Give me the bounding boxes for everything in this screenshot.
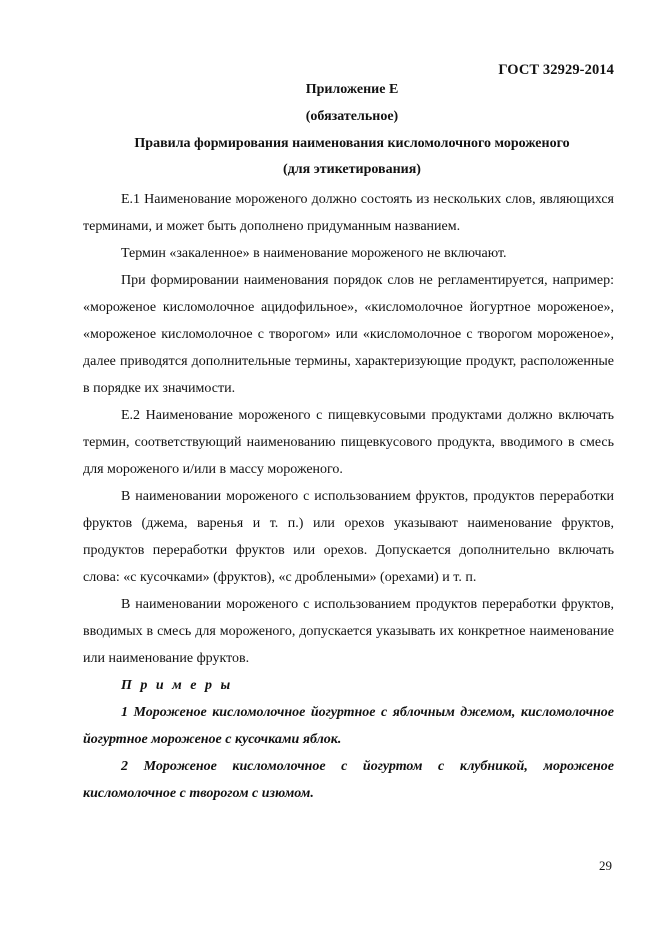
document-body [83, 186, 614, 807]
paragraph-term-note: Термин «закаленное» в наименование мороженого не включают. [121, 246, 507, 261]
example-item-2: 2 Мороженое кисломолочное с йогуртом с клубникой, мороженое кисломолочное с творогом с изюмом. [83, 759, 614, 801]
annex-heading: Приложение Е [305, 82, 399, 97]
annex-status: (обязательное) [305, 109, 399, 124]
paragraph-e1: Е.1 Наименование мороженого должно состоять из нескольких слов, являющихся терминами, и может быть дополнено придуманным названием. [83, 192, 614, 234]
annex-title: Правила формирования наименования кисломолочного мороженого [134, 136, 570, 151]
page-number: 29 [599, 858, 612, 873]
paragraph-word-order: При формировании наименования порядок слов не регламентируется, например: «мороженое кисломолочное ацидофильное», «кисломолочное йогуртное мороженое», «мороженое кисломолочное с творогом» или «кисломолочное с творогом мороженое», далее приводятся дополнительные термины, характеризующие продукт, расположенные в порядке их значимости. [83, 273, 614, 396]
paragraph-fruits: В наименовании мороженого с использованием фруктов, продуктов переработки фруктов (джема, варенья и т. п.) или орехов указывают наименование фруктов, продуктов переработки фруктов или орехов. Допускается дополнительно включать слова: «с кусочками» (фруктов), «с дроблеными» (орехами) и т. п. [83, 489, 614, 585]
examples-title: П р и м е р ы [121, 678, 233, 693]
paragraph-fruit-products: В наименовании мороженого с использованием продуктов переработки фруктов, вводимых в смесь для мороженого, допускается указывать их конкретное наименование или наименование фруктов. [83, 597, 614, 666]
annex-subtitle: (для этикетирования) [283, 162, 421, 177]
example-item-1: 1 Мороженое кисломолочное йогуртное с яблочным джемом, кисломолочное йогуртное мороженое с кусочками яблок. [83, 705, 614, 747]
document-code: ГОСТ 32929-2014 [498, 62, 614, 78]
paragraph-e2: Е.2 Наименование мороженого с пищевкусовыми продуктами должно включать термин, соответствующий наименованию пищевкусового продукта, вводимого в смесь для мороженого и/или в массу мороженого. [83, 408, 614, 477]
